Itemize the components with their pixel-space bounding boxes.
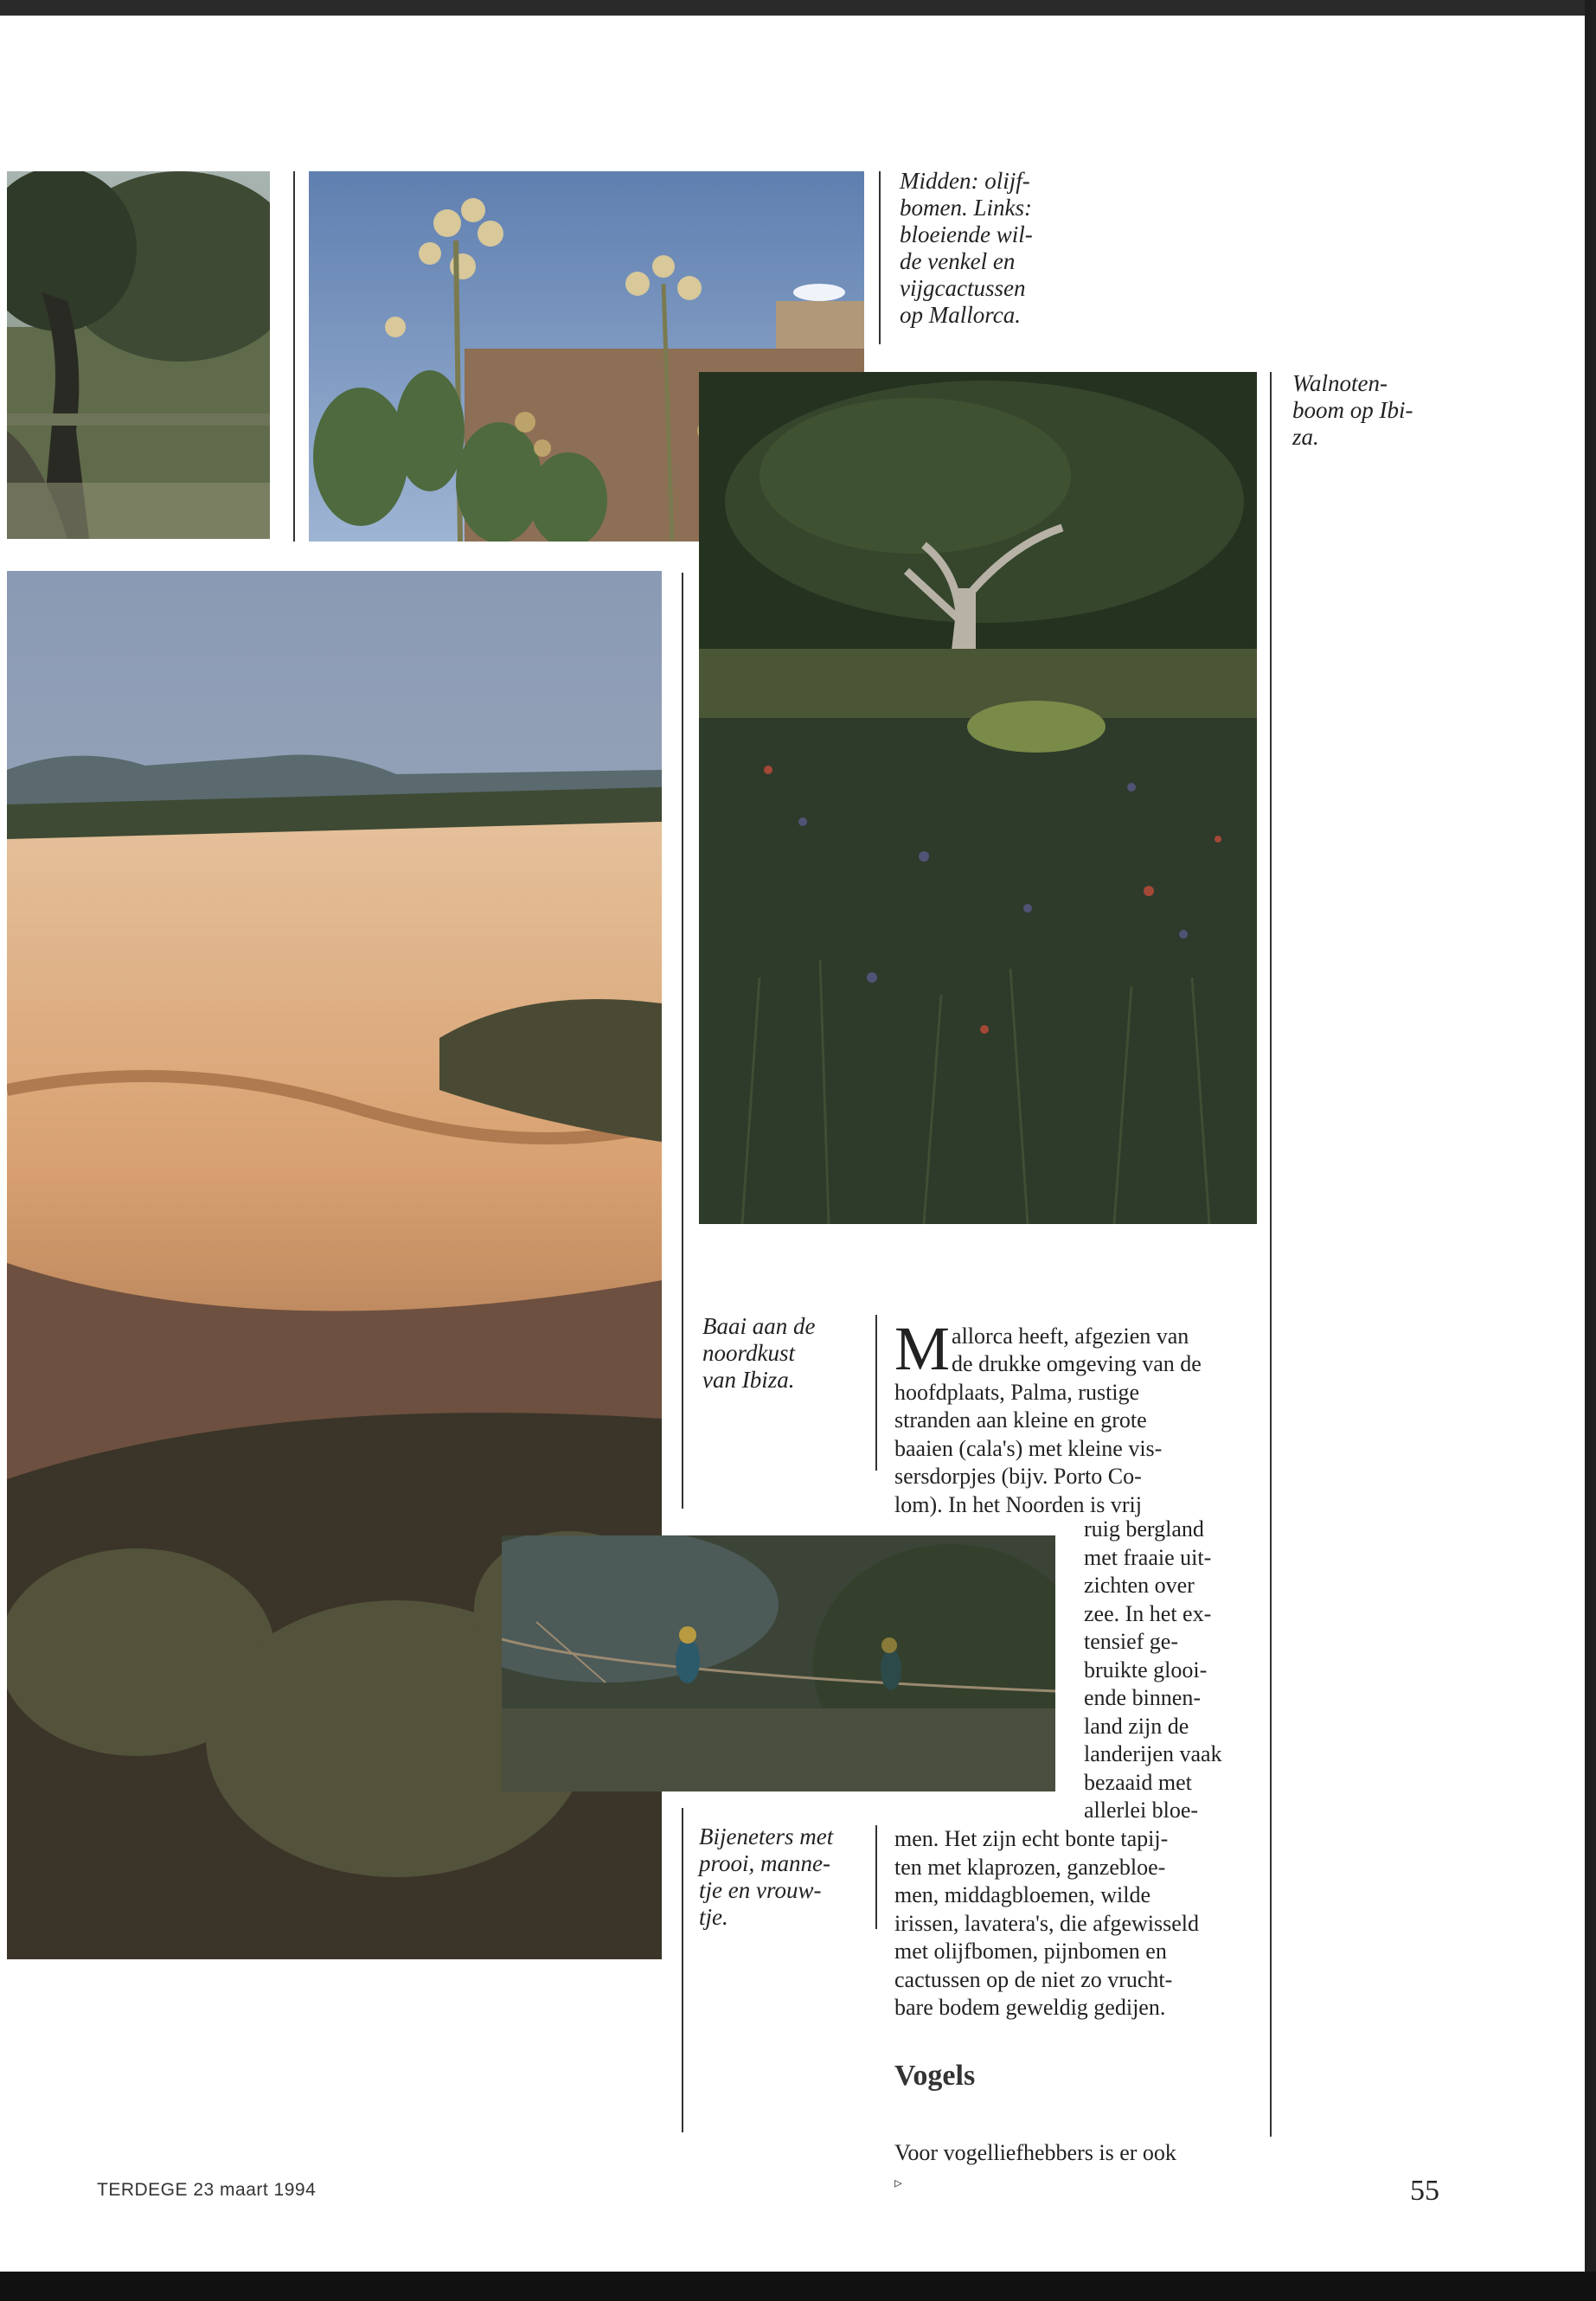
publication-footer: TERDEGE 23 maart 1994 <box>97 2180 317 2200</box>
article-paragraph-narrow: ruig bergland met fraaie uit- zichten over zee. In het ex- tensief ge- bruikte glooi- ende binnen- land zijn de landerijen vaak bezaaid met allerlei bloe- <box>1084 1516 1222 1823</box>
article-text-top: allorca heeft, afgezien van de drukke omgeving van de hoofdplaats, Palma, rustige stranden aan kleine en grote baaien (cala's) met kleine vis- sersdorpjes (bijv. Porto Co- lom). In het Noorden is vrij <box>894 1323 1202 1517</box>
rule-caption-top <box>879 171 881 344</box>
rule-gutter-narrow <box>293 171 295 542</box>
photo-bee-eaters <box>502 1535 1055 1791</box>
article-last-line <box>894 2111 1266 2198</box>
rule-left-column-lower <box>682 1808 683 2132</box>
article-paragraph-bottom: men. Het zijn echt bonte tapij- ten met klaprozen, ganzebloe- men, middagbloemen, wilde irissen, lavatera's, die afgewisseld met olijfbomen, pijnbomen en cactussen op de niet zo vrucht- bare bodem geweldig gedijen. <box>894 1826 1199 2020</box>
caption-baai: Baai aan de noordkust van Ibiza. <box>702 1313 816 1393</box>
caption-midden: Midden: olijf- bomen. Links: bloeiende wil- de venkel en vijgcactussen op Mallorca. <box>900 168 1033 328</box>
photo-olive-trees <box>7 171 270 539</box>
rule-caption-baai <box>875 1315 877 1471</box>
caption-walnoten: Walnoten- boom op Ibi- za. <box>1292 370 1413 450</box>
rule-right-column <box>1270 372 1272 2137</box>
rule-caption-bijeneters <box>875 1825 877 1929</box>
drop-cap: M <box>894 1313 951 1383</box>
caption-bijeneters: Bijeneters met prooi, manne- tje en vrouw- tje. <box>699 1823 834 1930</box>
article-paragraph-top <box>894 1294 1249 1519</box>
page-frame-right <box>1585 0 1596 2301</box>
continue-arrow-icon: ▹ <box>894 2174 903 2192</box>
last-line-text: Voor vogelliefhebbers is er ook <box>894 2139 1176 2165</box>
page-frame-top <box>0 0 1596 16</box>
photo-walnut-tree <box>699 372 1257 1224</box>
rule-left-column <box>682 573 683 1509</box>
page-frame-bottom <box>0 2272 1596 2301</box>
section-heading-vogels: Vogels <box>894 2060 976 2092</box>
page-number: 55 <box>1410 2175 1439 2207</box>
